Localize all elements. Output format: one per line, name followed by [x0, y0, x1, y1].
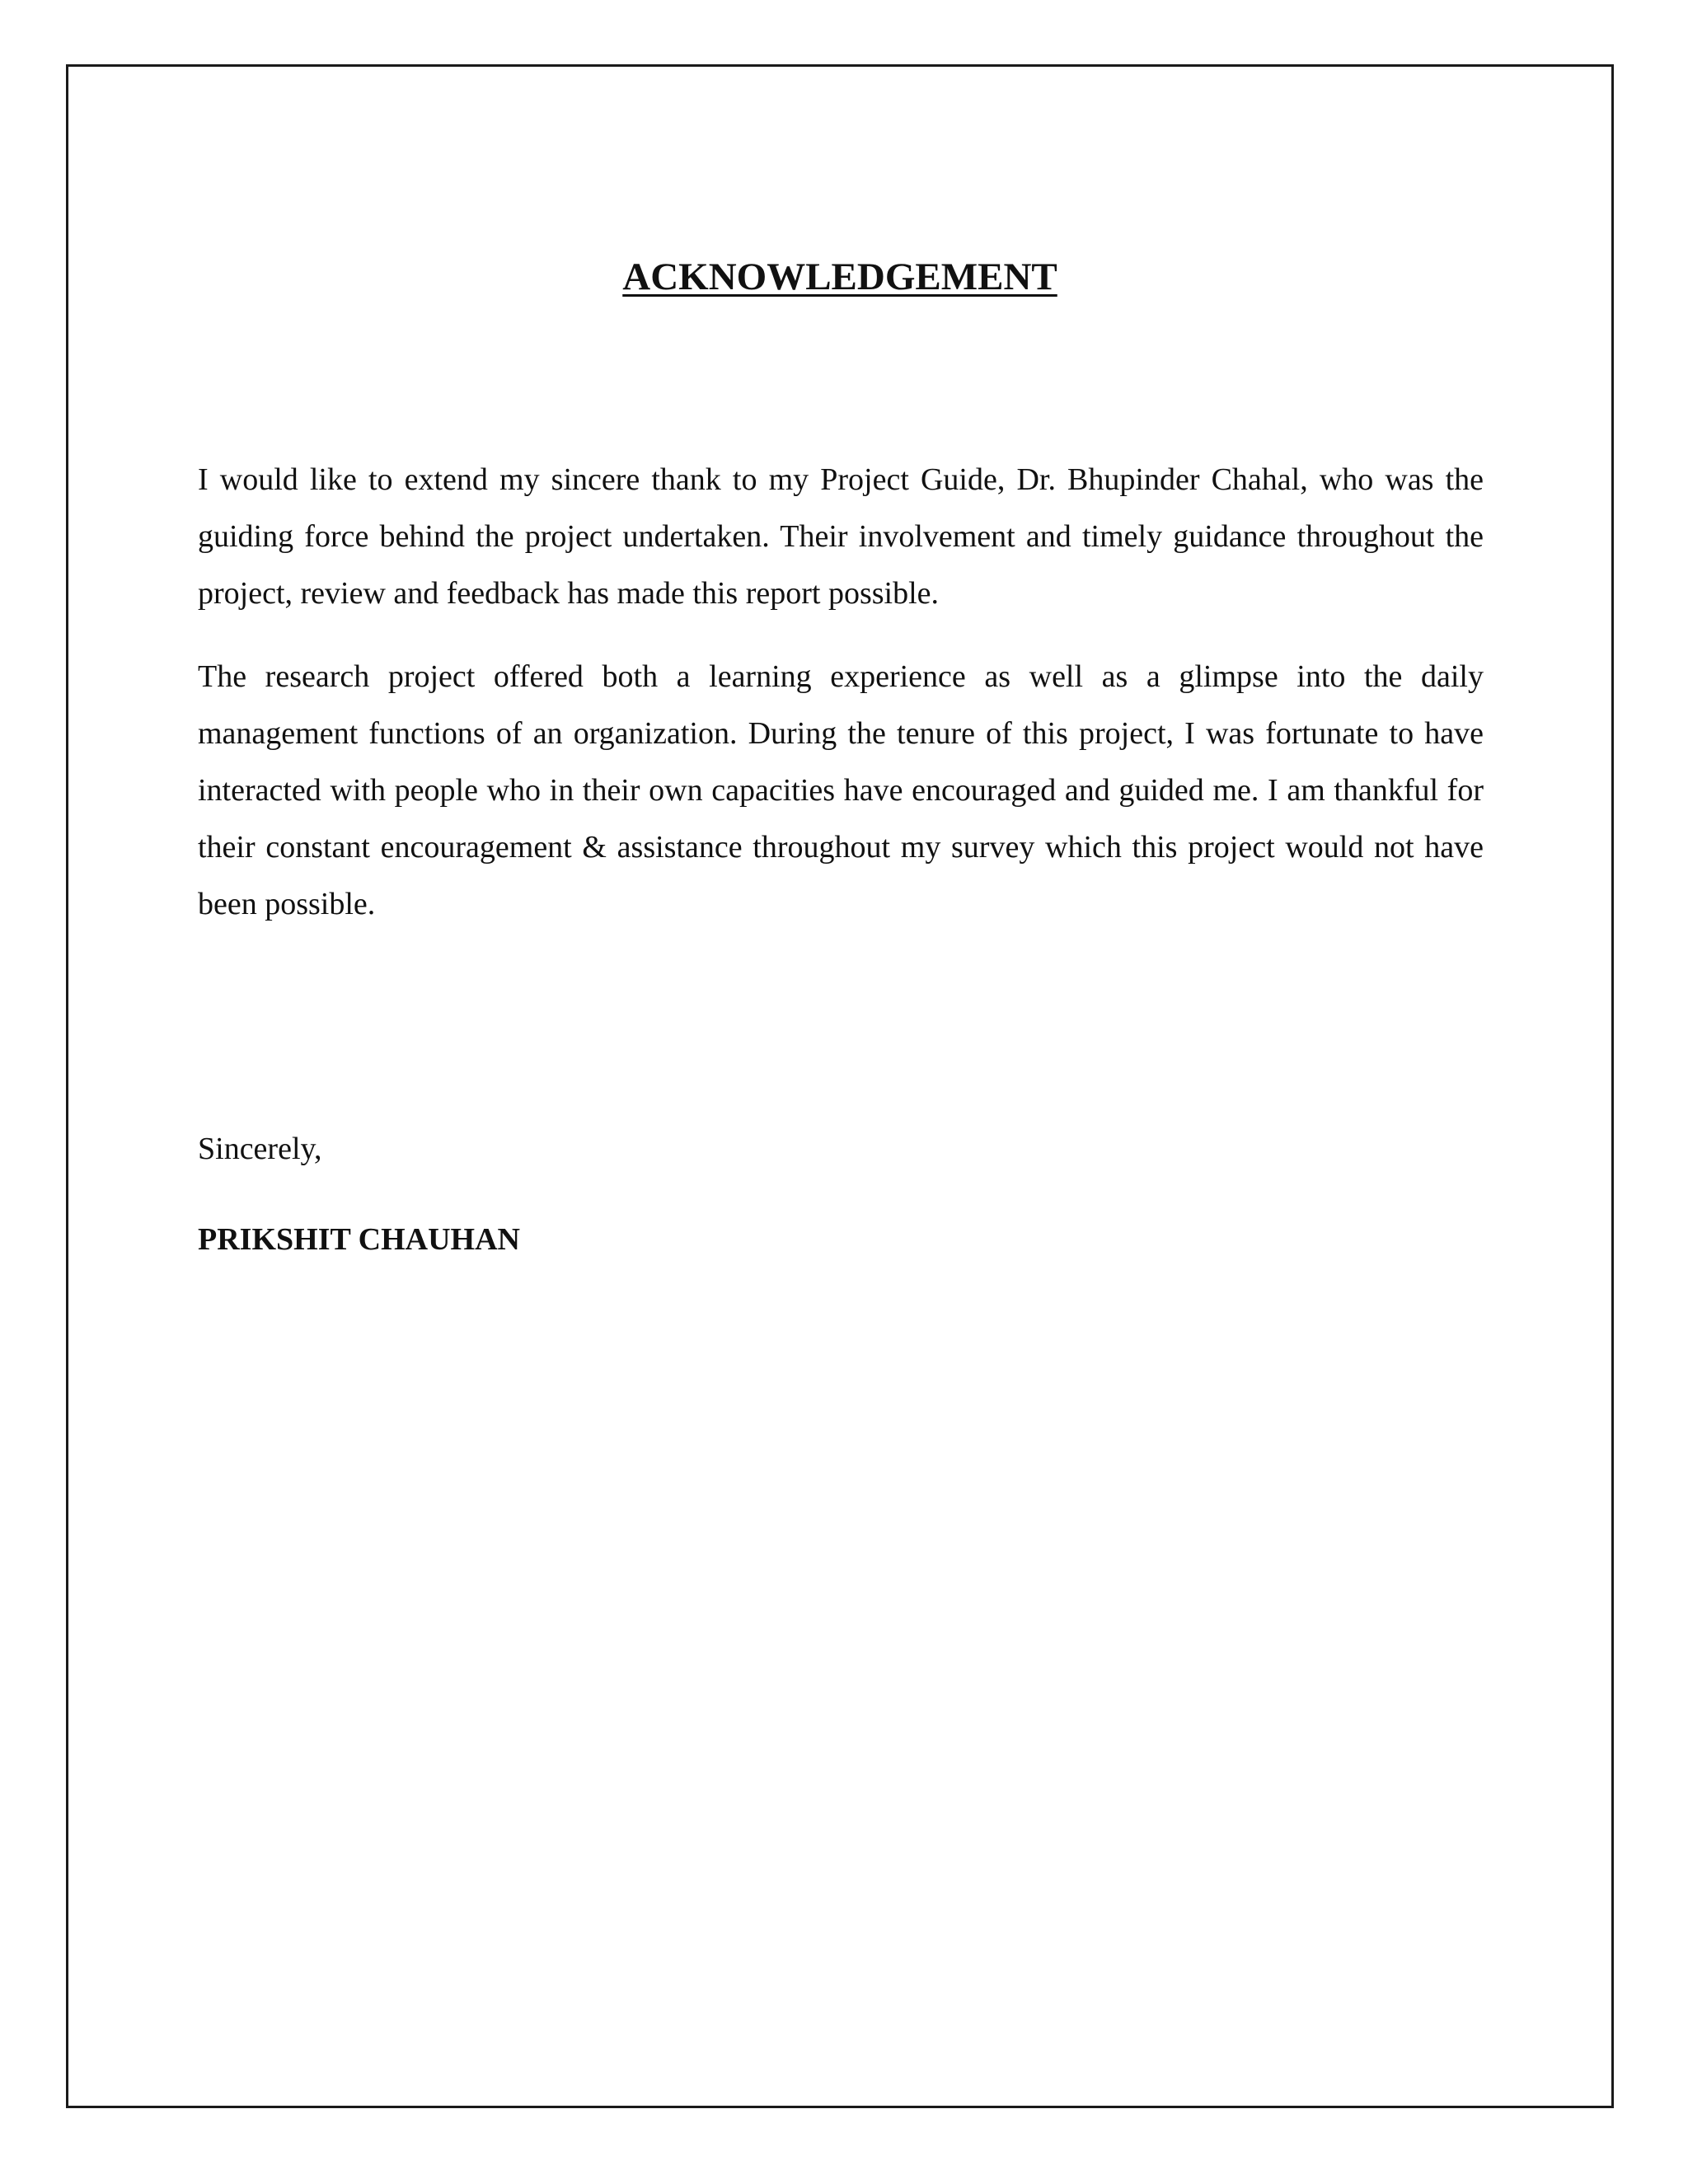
paragraph-1: I would like to extend my sincere thank to my Project Guide, Dr. Bhupinder Chahal, who was the guiding force behind the project undertaken. Their involvement and timely guidance throughout the project, review and feedback has made this report possible.	[198, 462, 1484, 611]
body-text	[198, 452, 1484, 959]
signatory-name: PRIKSHIT CHAUHAN	[198, 1222, 520, 1257]
page-title: ACKNOWLEDGEMENT	[622, 255, 1057, 298]
paragraph-2: The research project offered both a learning experience as well as a glimpse into the daily management functions of an organization. During the tenure of this project, I was fortunate to have interacted with people who in their own capacities have encouraged and guided me. I am thankful for their constant encouragement & assistance throughout my survey which this project would not have been possible.	[198, 659, 1484, 921]
closing-salutation: Sincerely,	[198, 1132, 322, 1166]
page-border	[66, 64, 1614, 2108]
